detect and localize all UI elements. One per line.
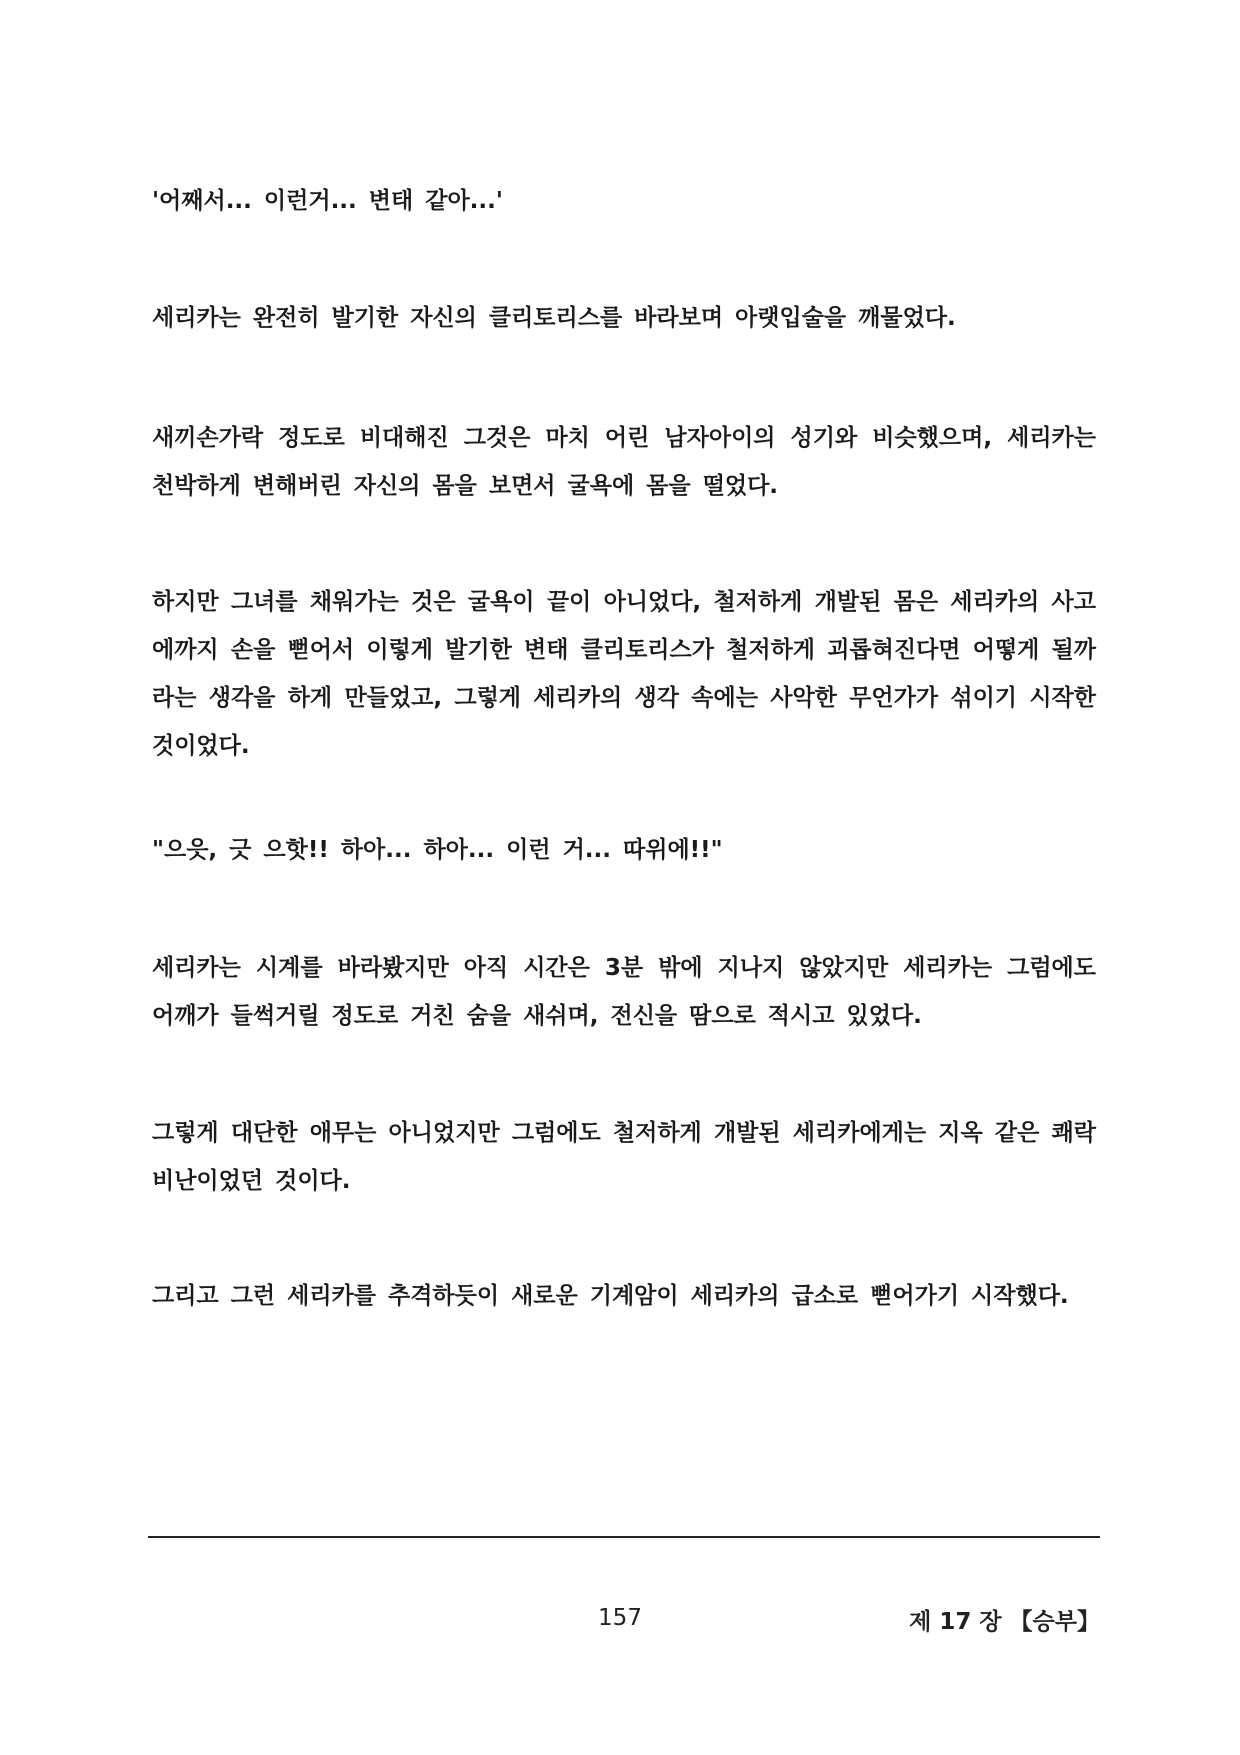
paragraph-4: 하지만 그녀를 채워가는 것은 굴욕이 끝이 아니었다, 철저하게 개발된 몸은 세리카의 사고에까지 손을 뻗어서 이렇게 발기한 변태 클리토리스가 철저하게 괴롭혀진다면 어떻게 될까라는 생각을 하게 만들었고, 그렇게 세리카의 생각 속에는 사악한 무언가가 섞이기 시작한 것이었다.: [152, 589, 1096, 759]
paragraph-7: 그렇게 대단한 애무는 아니었지만 그럼에도 철저하게 개발된 세리카에게는 지옥 같은 쾌락 비난이었던 것이다.: [152, 1120, 1096, 1194]
paragraph-8: 그리고 그런 세리카를 추격하듯이 새로운 기계암이 세리카의 급소로 뻗어가기 시작했다.: [152, 1283, 1069, 1309]
paragraph-3: 새끼손가락 정도로 비대해진 그것은 마치 어린 남자아이의 성기와 비슷했으며, 세리카는 천박하게 변해버린 자신의 몸을 보면서 굴욕에 몸을 떨었다.: [152, 425, 1096, 499]
paragraph-1: '어째서... 이런거... 변태 같아...': [152, 188, 503, 214]
chapter-title: 제 17 장 【승부】: [909, 1609, 1100, 1635]
page-number: 157: [598, 1605, 642, 1631]
paragraph-2: 세리카는 완전히 발기한 자신의 클리토리스를 바라보며 아랫입술을 깨물었다.: [152, 305, 956, 331]
footer-divider: [148, 1536, 1100, 1538]
paragraph-6: 세리카는 시계를 바라봤지만 아직 시간은 3분 밖에 지나지 않았지만 세리카는 그럼에도 어깨가 들썩거릴 정도로 거친 숨을 새쉬며, 전신을 땀으로 적시고 있었다.: [152, 955, 1096, 1029]
paragraph-5: "으읏, 긋 으핫!! 하아... 하아... 이런 거... 따위에!!": [152, 837, 723, 863]
